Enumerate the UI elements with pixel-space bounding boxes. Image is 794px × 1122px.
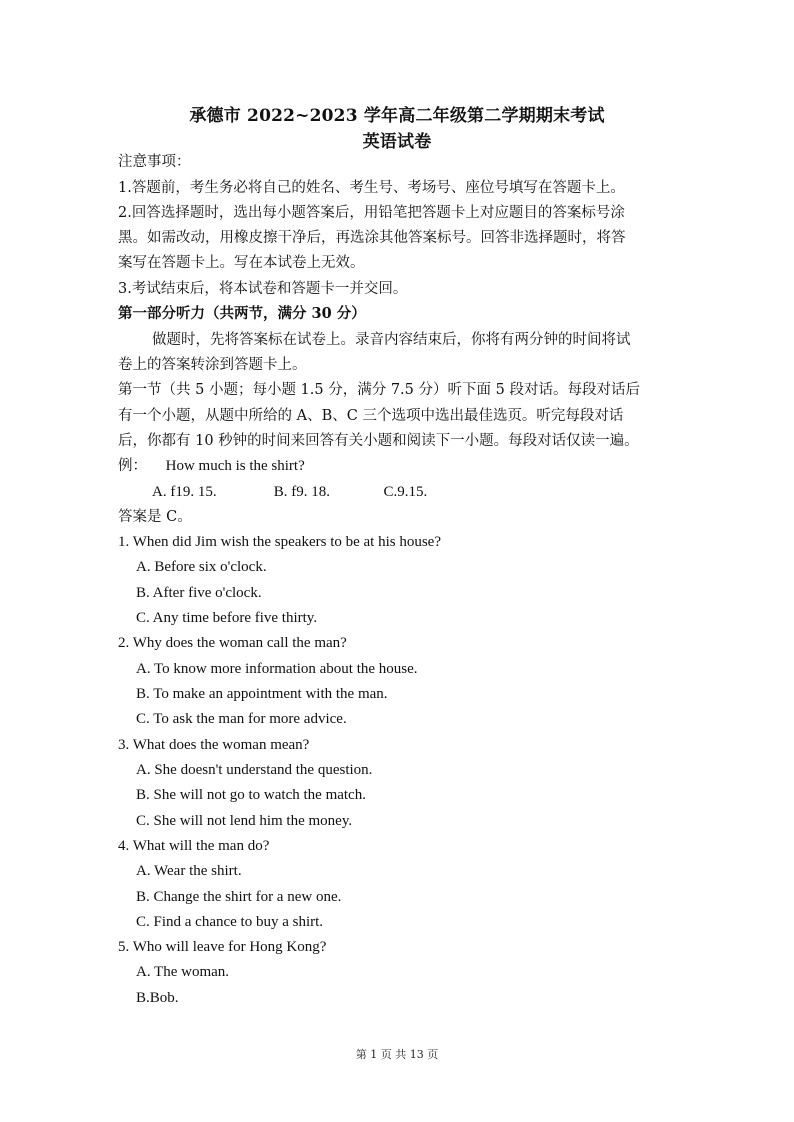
question-1: 1. When did Jim wish the speakers to be at his house?	[118, 534, 441, 550]
exam-title: 承德市 2022~2023 学年高二年级第二学期期末考试	[189, 106, 605, 126]
notice-item-1: 1.答题前，考生务必将自己的姓名、考生号、考场号、座位号填写在答题卡上。	[118, 180, 625, 196]
question-4-option-a: A. Wear the shirt.	[136, 863, 242, 879]
question-5-option-a: A. The woman.	[136, 964, 230, 980]
notice-item-2-line-1: 2.回答选择题时，选出每小题答案后，用铅笔把答题卡上对应题目的答案标号涂	[118, 205, 625, 221]
example-question: How much is the shirt?	[165, 458, 305, 474]
question-3-option-a: A. She doesn't understand the question.	[136, 762, 373, 778]
question-3: 3. What does the woman mean?	[118, 737, 310, 753]
example-question-row	[118, 456, 678, 476]
question-5-option-b: B.Bob.	[136, 990, 179, 1006]
question-2-option-a: A. To know more information about the house.	[136, 661, 418, 677]
question-2: 2. Why does the woman call the man?	[118, 635, 347, 651]
question-2-option-b: B. To make an appointment with the man.	[136, 686, 388, 702]
section1-desc-line-2: 有一个小题，从题中所给的 A、B、C 三个选项中选出最佳选页。听完每段对话	[118, 408, 624, 424]
example-label: 例：	[118, 458, 147, 474]
question-4-option-b: B. Change the shirt for a new one.	[136, 889, 342, 905]
question-1-option-b: B. After five o'clock.	[136, 585, 262, 601]
section1-desc-line-3: 后，你都有 10 秒钟的时间来回答有关小题和阅读下一小题。每段对话仅读一遍。	[118, 433, 639, 449]
exam-subtitle: 英语试卷	[362, 132, 432, 152]
example-option-c: C.9.15.	[383, 484, 428, 500]
question-3-option-c: C. She will not lend him the money.	[136, 813, 353, 829]
part1-intro-line-1: 做题时，先将答案标在试卷上。录音内容结束后，你将有两分钟的时间将试	[152, 332, 631, 348]
question-3-option-b: B. She will not go to watch the match.	[136, 787, 366, 803]
section1-desc-line-1: 第一节（共 5 小题；每小题 1.5 分，满分 7.5 分）听下面 5 段对话。每段对话后	[118, 382, 640, 398]
question-4: 4. What will the man do?	[118, 838, 270, 854]
example-option-b: B. f9. 18.	[273, 484, 330, 500]
question-1-option-a: A. Before six o'clock.	[136, 559, 267, 575]
question-2-option-c: C. To ask the man for more advice.	[136, 711, 347, 727]
question-1-option-c: C. Any time before five thirty.	[136, 610, 318, 626]
part1-heading: 第一部分听力（共两节，满分 30 分）	[118, 305, 366, 322]
page-number: 第 1 页 共 13 页	[355, 1048, 439, 1061]
question-5: 5. Who will leave for Hong Kong?	[118, 939, 327, 955]
notice-item-2-line-2: 黑。如需改动，用橡皮擦干净后，再选涂其他答案标号。回答非选择题时，将答	[118, 230, 626, 246]
example-options	[152, 482, 712, 502]
notice-item-3: 3.考试结束后，将本试卷和答题卡一并交回。	[118, 281, 408, 297]
question-4-option-c: C. Find a chance to buy a shirt.	[136, 914, 324, 930]
notice-heading: 注意事项：	[118, 154, 191, 170]
notice-item-2-line-3: 案写在答题卡上。写在本试卷上无效。	[118, 255, 365, 271]
example-answer: 答案是 C。	[118, 509, 192, 525]
part1-intro-line-2: 卷上的答案转涂到答题卡上。	[118, 357, 307, 373]
example-option-a: A. f19. 15.	[152, 484, 217, 500]
